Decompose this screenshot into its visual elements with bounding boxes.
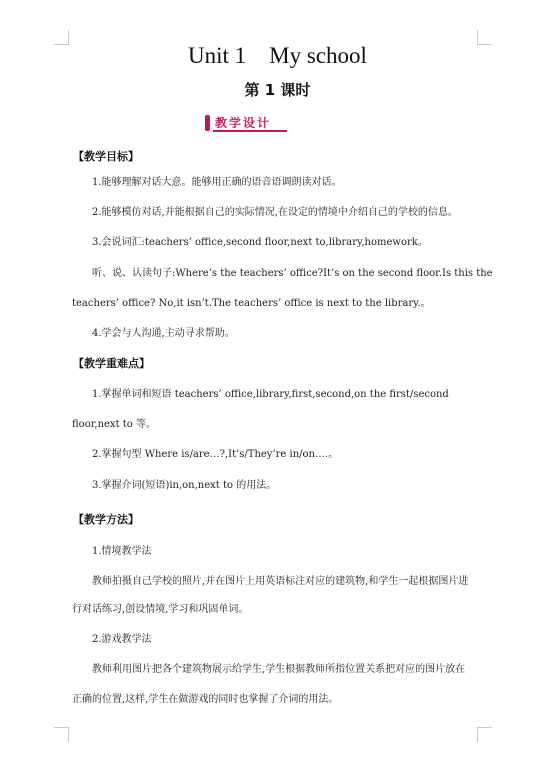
method-line: 教师利用图片把各个建筑物展示给学生,学生根据教师所指位置关系把对应的图片放在 xyxy=(92,664,466,675)
document-title: Unit 1 My school xyxy=(188,43,367,68)
banner-accent-bar xyxy=(205,115,210,131)
keypoint-line: floor,next to 等。 xyxy=(72,419,156,430)
method-line: 正确的位置,这样,学生在做游戏的同时也掌握了介词的用法。 xyxy=(72,694,339,705)
banner-underline xyxy=(213,130,287,132)
crop-mark-bottom-left xyxy=(54,727,69,742)
banner-label: 教学设计 xyxy=(215,116,272,130)
objective-line: 4.学会与人沟通,主动寻求帮助。 xyxy=(92,328,235,339)
lesson-subtitle: 第 1 课时 xyxy=(244,81,311,99)
objective-line: 2.能够模仿对话,并能根据自己的实际情况,在设定的情境中介绍自己的学校的信息。 xyxy=(92,207,458,218)
objective-line: 3.会说词汇:teachers’ office,second floor,next to,library,homework。 xyxy=(92,237,428,248)
method-line: 1.情境教学法 xyxy=(92,546,152,557)
keypoint-line: 1.掌握单词和短语 teachers’ office,library,first,second,on the first/second xyxy=(92,389,449,400)
teaching-design-banner xyxy=(205,114,287,132)
keypoint-line: 2.掌握句型 Where is/are…?,It’s/They’re in/on….。 xyxy=(92,449,339,460)
objective-line: 1.能够理解对话大意。能够用正确的语音语调朗读对话。 xyxy=(92,177,342,188)
method-line: 教师拍摄自己学校的照片,并在图片上用英语标注对应的建筑物,和学生一起根据图片进 xyxy=(92,576,469,587)
section-heading-objectives: 【教学目标】 xyxy=(73,150,139,163)
method-line: 行对话练习,创设情境,学习和巩固单词。 xyxy=(72,604,249,615)
section-heading-methods: 【教学方法】 xyxy=(73,513,139,526)
crop-mark-bottom-right xyxy=(477,727,492,742)
objective-line: teachers’ office? No,it isn’t.The teachers’ office is next to the library.。 xyxy=(72,298,431,309)
section-heading-keypoints: 【教学重难点】 xyxy=(73,357,150,370)
keypoint-line: 3.掌握介词(短语)in,on,next to 的用法。 xyxy=(92,480,277,491)
method-line: 2.游戏教学法 xyxy=(92,634,152,645)
objective-line: 听、说、认读句子:Where’s the teachers’ office?It’s on the second floor.Is this the xyxy=(92,268,493,279)
